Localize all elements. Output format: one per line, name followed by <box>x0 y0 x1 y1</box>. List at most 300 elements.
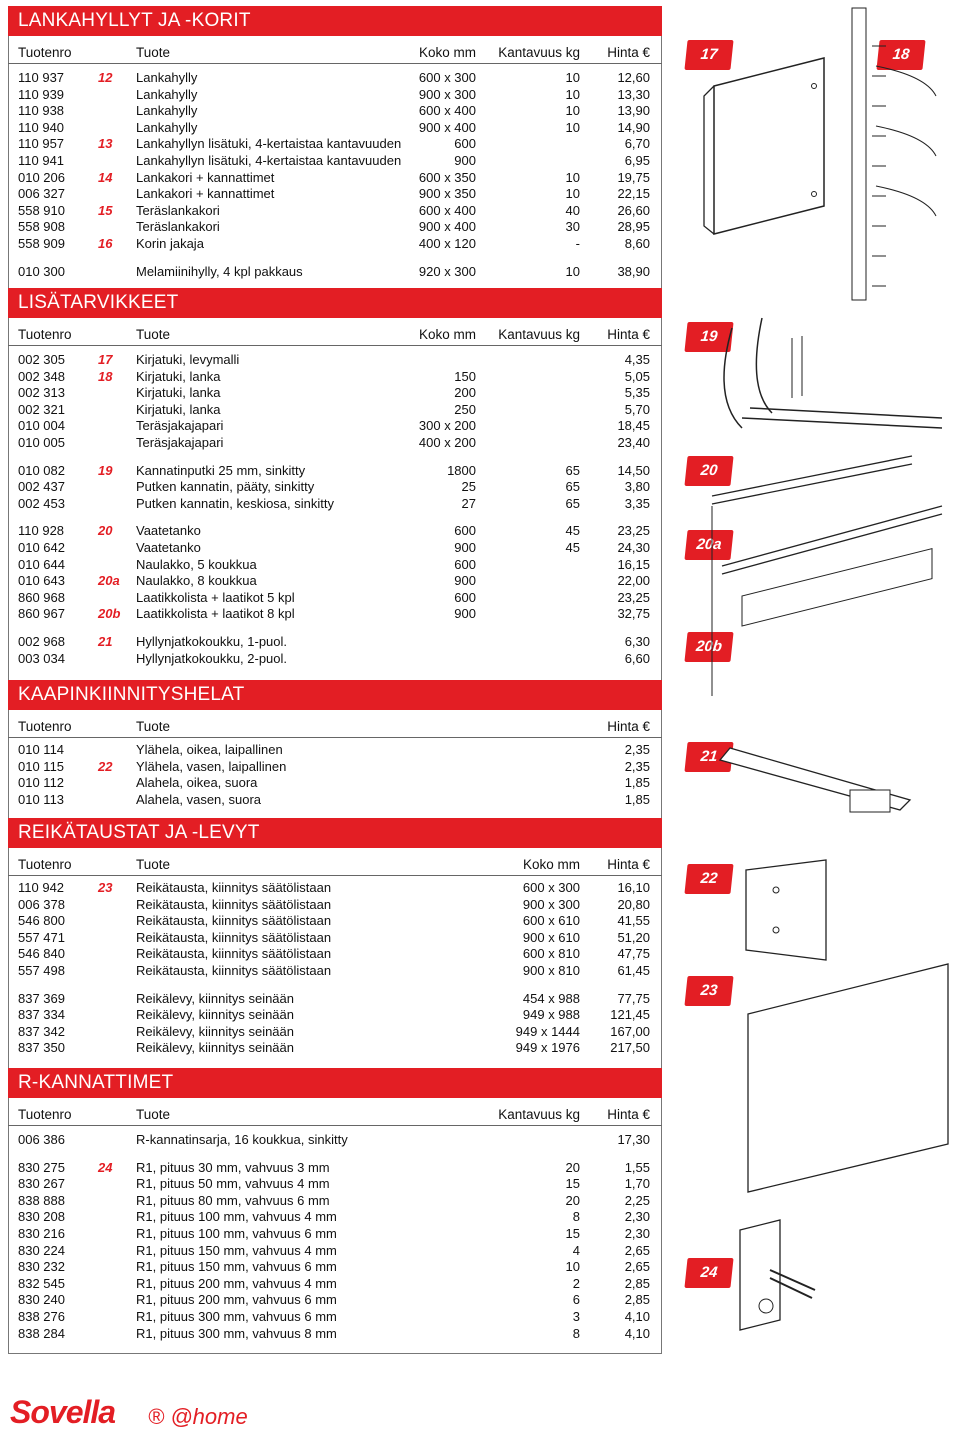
cell-h: 77,75 <box>617 990 650 1006</box>
item-badge: 23 <box>684 976 733 1006</box>
pegboard-illustration <box>748 964 958 1194</box>
cell-c3: Reikätausta, kiinnitys säätölistaan <box>136 929 332 945</box>
cell-h: 6,30 <box>624 634 650 649</box>
cell-c3: Teräsjakajapari <box>136 418 224 434</box>
cell-kv: 4 <box>572 1242 580 1258</box>
cell-h: 2,85 <box>624 1292 650 1308</box>
cell-c1: 558 908 <box>18 219 65 235</box>
header-c3: Tuote <box>136 719 171 734</box>
cell-c3: R1, pituus 80 mm, vahvuus 6 mm <box>136 1192 330 1208</box>
cell-kv: 949 x 1976 <box>515 1040 580 1056</box>
cell-kv: 15 <box>565 1226 580 1241</box>
header-c1: Tuotenro <box>18 719 72 734</box>
cell-kv: 8 <box>572 1325 580 1341</box>
cell-h: 13,90 <box>617 103 650 119</box>
cell-h: 47,75 <box>617 946 650 962</box>
section-title: LISÄTARVIKKEET <box>8 288 662 318</box>
table-row <box>8 136 662 153</box>
header-h: Hinta € <box>607 1107 650 1122</box>
cell-kv: 900 x 810 <box>522 963 580 978</box>
cell-c3: Teräslankakori <box>136 219 220 235</box>
cell-c3: Ylähela, vasen, laipallinen <box>136 758 287 774</box>
header-c1: Tuotenro <box>18 327 72 342</box>
cell-h: 26,60 <box>617 202 650 218</box>
r-bracket-illustration <box>730 1220 830 1340</box>
cell-kv: 30 <box>565 219 580 235</box>
cell-h: 4,10 <box>624 1309 650 1324</box>
cell-kv: 45 <box>565 540 580 555</box>
table-row <box>8 186 662 203</box>
cell-c3: Reikätausta, kiinnitys säätölistaan <box>136 913 332 929</box>
cell-c1: 002 305 <box>18 352 65 367</box>
cell-c1: 010 114 <box>18 742 65 757</box>
cell-h: 61,45 <box>617 963 650 978</box>
table-row <box>8 479 662 496</box>
cell-kv: 10 <box>565 86 580 102</box>
cell-c1: 006 378 <box>18 896 65 912</box>
cell-c3: Lankakori + kannattimet <box>136 186 275 202</box>
header-c3: Tuote <box>136 327 171 342</box>
cell-h: 22,15 <box>617 186 650 202</box>
item-badge: 22 <box>684 864 733 894</box>
cell-h: 17,30 <box>617 1132 650 1147</box>
table-row <box>8 203 662 220</box>
cell-kv: 10 <box>565 263 580 279</box>
cell-c1: 010 206 <box>18 169 65 185</box>
header-c3: Tuote <box>136 45 171 60</box>
cell-h: 5,35 <box>624 385 650 401</box>
table-row <box>8 120 662 137</box>
cell-h: 24,30 <box>617 540 650 555</box>
table-header <box>8 1104 662 1126</box>
hanging-rail-illustration <box>702 308 952 448</box>
item-badge: 20a <box>684 530 733 560</box>
table-row <box>8 87 662 104</box>
table-row <box>8 153 662 170</box>
cell-h: 2,25 <box>624 1192 650 1208</box>
table-row <box>8 792 662 809</box>
table-row <box>8 1007 662 1024</box>
item-badge: 21 <box>684 742 733 772</box>
cell-k: 900 x 400 <box>418 119 476 135</box>
cell-c2: 20a <box>98 573 120 589</box>
table-row <box>8 236 662 253</box>
cell-c1: 010 642 <box>18 540 65 555</box>
cell-h: 4,35 <box>624 352 650 367</box>
cell-c1: 830 275 <box>18 1159 65 1175</box>
cell-c3: Putken kannatin, pääty, sinkitty <box>136 479 315 495</box>
cell-k: 900 <box>454 606 476 622</box>
table-row <box>8 897 662 914</box>
cell-c3: Alahela, vasen, suora <box>136 791 262 807</box>
cell-c3: Reikälevy, kiinnitys seinään <box>136 990 294 1006</box>
header-c1: Tuotenro <box>18 45 72 60</box>
cell-kv: 949 x 988 <box>522 1007 580 1023</box>
cell-h: 217,50 <box>610 1040 650 1056</box>
table-row <box>8 1160 662 1177</box>
cell-c3: R1, pituus 150 mm, vahvuus 6 mm <box>136 1259 337 1275</box>
table-row <box>8 1326 662 1343</box>
cabinet-hinge-illustration <box>736 860 856 970</box>
header-kv: Koko mm <box>522 857 580 872</box>
table-row <box>8 1276 662 1293</box>
cell-c1: 010 300 <box>18 263 65 279</box>
table-row <box>8 1193 662 1210</box>
cell-c1: 010 082 <box>18 462 65 478</box>
cell-c1: 838 276 <box>18 1309 65 1324</box>
cell-kv: 3 <box>572 1309 580 1324</box>
cell-kv: 454 x 988 <box>522 990 580 1006</box>
cell-h: 28,95 <box>617 219 650 235</box>
cell-c1: 837 334 <box>18 1007 65 1023</box>
cell-k: 200 <box>454 385 476 401</box>
table-row <box>8 264 662 281</box>
cell-h: 6,60 <box>624 650 650 666</box>
cell-h: 5,05 <box>624 368 650 384</box>
cell-c1: 110 942 <box>18 880 65 895</box>
cell-c2: 19 <box>98 462 113 478</box>
table-row <box>8 1292 662 1309</box>
table-row <box>8 1226 662 1243</box>
table-row <box>8 463 662 480</box>
cell-h: 23,25 <box>617 523 650 539</box>
item-badge: 20b <box>684 632 733 662</box>
table-row <box>8 385 662 402</box>
cell-h: 2,30 <box>624 1226 650 1241</box>
cell-c3: R-kannatinsarja, 16 koukkua, sinkitty <box>136 1132 348 1147</box>
header-c3: Tuote <box>136 857 171 872</box>
cell-c3: Naulakko, 5 koukkua <box>136 556 257 572</box>
cell-h: 19,75 <box>617 169 650 185</box>
cell-c1: 838 284 <box>18 1325 65 1341</box>
cell-c3: Hyllynjatkokoukku, 1-puol. <box>136 634 288 649</box>
table-row <box>8 930 662 947</box>
cell-c1: 010 115 <box>18 758 65 774</box>
cell-c1: 110 940 <box>18 119 65 135</box>
cell-c1: 830 267 <box>18 1176 65 1192</box>
cell-c1: 837 369 <box>18 990 65 1006</box>
cell-h: 6,70 <box>624 136 650 152</box>
cell-c1: 002 453 <box>18 495 65 511</box>
item-badge: 20 <box>684 456 733 486</box>
cell-c1: 830 232 <box>18 1259 65 1275</box>
cell-k: 400 x 200 <box>418 435 476 450</box>
cell-kv: 2 <box>572 1275 580 1291</box>
cell-c1: 110 937 <box>18 70 65 85</box>
cell-kv: 65 <box>565 462 580 478</box>
cell-c1: 002 321 <box>18 401 65 417</box>
table-row <box>8 1024 662 1041</box>
table-row <box>8 606 662 623</box>
cell-h: 2,30 <box>624 1209 650 1225</box>
section-title: R-KANNATTIMET <box>8 1068 662 1098</box>
cell-c3: Lankahylly <box>136 70 198 85</box>
cell-c3: Kirjatuki, levymalli <box>136 352 240 367</box>
cell-kv: 40 <box>565 202 580 218</box>
cell-c3: Laatikkolista + laatikot 5 kpl <box>136 589 295 605</box>
cell-h: 2,65 <box>624 1242 650 1258</box>
cell-h: 23,25 <box>617 589 650 605</box>
cell-c2: 20 <box>98 523 113 539</box>
cell-c1: 110 957 <box>18 136 65 152</box>
table-row <box>8 540 662 557</box>
cell-k: 27 <box>461 495 476 511</box>
cell-k: 900 x 350 <box>418 186 476 202</box>
cell-kv: 10 <box>565 103 580 119</box>
cell-h: 8,60 <box>624 236 650 251</box>
cell-c3: R1, pituus 100 mm, vahvuus 4 mm <box>136 1209 337 1225</box>
cell-k: 150 <box>454 368 476 384</box>
cell-c3: Korin jakaja <box>136 236 204 251</box>
cell-c3: Lankahylly <box>136 103 198 119</box>
cell-k: 900 x 300 <box>418 86 476 102</box>
cell-k: 600 x 400 <box>418 202 476 218</box>
table-row <box>8 1132 662 1149</box>
cell-c3: Reikälevy, kiinnitys seinään <box>136 1007 294 1023</box>
cell-kv: 65 <box>565 479 580 495</box>
table-row <box>8 880 662 897</box>
cell-c2: 17 <box>98 352 113 367</box>
cell-kv: 8 <box>572 1209 580 1225</box>
cell-c2: 21 <box>98 634 113 649</box>
cell-c3: Reikätausta, kiinnitys säätölistaan <box>136 946 332 962</box>
cell-kv: 10 <box>565 70 580 85</box>
section-title: REIKÄTAUSTAT JA -LEVYT <box>8 818 662 848</box>
cell-c1: 010 004 <box>18 418 65 434</box>
cell-c2: 12 <box>98 70 113 85</box>
cell-k: 900 <box>454 153 476 168</box>
cell-c1: 830 240 <box>18 1292 65 1308</box>
cell-c2: 20b <box>98 606 121 622</box>
cell-c3: Teräsjakajapari <box>136 435 224 450</box>
section-title: LANKAHYLLYT JA -KORIT <box>8 6 662 36</box>
cell-k: 600 <box>454 523 476 539</box>
cell-h: 1,85 <box>624 791 650 807</box>
table-row <box>8 1259 662 1276</box>
cell-c1: 110 939 <box>18 86 65 102</box>
cell-k: 600 <box>454 136 476 152</box>
cell-kv: 10 <box>565 1259 580 1275</box>
cell-c1: 010 643 <box>18 573 65 589</box>
cell-h: 20,80 <box>617 896 650 912</box>
table-header <box>8 716 662 738</box>
header-h: Hinta € <box>607 719 650 734</box>
wire-bookend-illustration <box>846 6 946 306</box>
cell-h: 121,45 <box>610 1007 650 1023</box>
cell-c3: Ylähela, oikea, laipallinen <box>136 742 283 757</box>
home-logo: ® @home <box>148 1404 248 1429</box>
cell-c1: 002 313 <box>18 385 65 401</box>
cell-kv: 45 <box>565 523 580 539</box>
cell-h: 12,60 <box>617 70 650 85</box>
cell-c3: Putken kannatin, keskiosa, sinkitty <box>136 495 334 511</box>
cell-c1: 546 800 <box>18 913 65 929</box>
cell-c1: 002 968 <box>18 634 65 649</box>
cell-kv: 20 <box>565 1159 580 1175</box>
table-row <box>8 759 662 776</box>
header-k: Koko mm <box>418 45 476 60</box>
cell-c1: 860 967 <box>18 606 65 622</box>
cell-c3: R1, pituus 150 mm, vahvuus 4 mm <box>136 1242 337 1258</box>
table-row <box>8 418 662 435</box>
cell-h: 23,40 <box>617 435 650 450</box>
item-badge: 19 <box>684 322 733 352</box>
table-row <box>8 70 662 87</box>
table-row <box>8 946 662 963</box>
cell-kv: 15 <box>565 1176 580 1192</box>
cell-c3: Vaatetanko <box>136 523 201 539</box>
item-badge: 24 <box>684 1258 733 1288</box>
table-row <box>8 219 662 236</box>
cell-h: 38,90 <box>617 263 650 279</box>
cell-c3: Vaatetanko <box>136 540 201 555</box>
cell-c3: Kannatinputki 25 mm, sinkitty <box>136 462 306 478</box>
cell-c3: Naulakko, 8 koukkua <box>136 573 257 589</box>
table-row <box>8 369 662 386</box>
table-header <box>8 324 662 346</box>
header-c1: Tuotenro <box>18 857 72 872</box>
cell-h: 14,50 <box>617 462 650 478</box>
cell-c3: R1, pituus 200 mm, vahvuus 4 mm <box>136 1275 337 1291</box>
table-row <box>8 991 662 1008</box>
cell-c1: 110 938 <box>18 103 65 119</box>
table-row <box>8 590 662 607</box>
cell-c1: 830 224 <box>18 1242 65 1258</box>
coat-rack-illustration <box>702 456 952 696</box>
header-c3: Tuote <box>136 1107 171 1122</box>
cell-c3: Reikälevy, kiinnitys seinään <box>136 1023 294 1039</box>
cell-c3: Kirjatuki, lanka <box>136 385 221 401</box>
cell-c1: 838 888 <box>18 1192 65 1208</box>
cell-c2: 16 <box>98 236 113 251</box>
cell-h: 1,55 <box>624 1159 650 1175</box>
cell-c1: 837 350 <box>18 1040 65 1056</box>
cell-c1: 010 112 <box>18 775 65 791</box>
bookend-plate-illustration <box>694 56 844 236</box>
cell-kv: 900 x 610 <box>522 929 580 945</box>
cell-h: 16,10 <box>617 880 650 895</box>
cell-c3: R1, pituus 50 mm, vahvuus 4 mm <box>136 1176 330 1192</box>
table-row <box>8 913 662 930</box>
cell-c3: Reikätausta, kiinnitys säätölistaan <box>136 963 332 978</box>
cell-c1: 546 840 <box>18 946 65 962</box>
cell-c2: 24 <box>98 1159 113 1175</box>
cell-c3: Laatikkolista + laatikot 8 kpl <box>136 606 295 622</box>
cell-h: 1,70 <box>624 1176 650 1192</box>
shelf-extension-hook-illustration <box>720 740 940 840</box>
cell-h: 1,85 <box>624 775 650 791</box>
cell-h: 3,80 <box>624 479 650 495</box>
table-row <box>8 523 662 540</box>
cell-c3: R1, pituus 30 mm, vahvuus 3 mm <box>136 1159 330 1175</box>
cell-h: 2,65 <box>624 1259 650 1275</box>
cell-h: 22,00 <box>617 573 650 589</box>
cell-c3: Reikätausta, kiinnitys säätölistaan <box>136 880 332 895</box>
item-badge: 18 <box>876 40 925 70</box>
cell-kv: 600 x 810 <box>522 946 580 962</box>
table-row <box>8 352 662 369</box>
cell-c1: 010 005 <box>18 435 65 450</box>
cell-c3: Lankahyllyn lisätuki, 4-kertaistaa kantavuuden <box>136 153 402 168</box>
cell-c3: Teräslankakori <box>136 202 220 218</box>
table-header <box>8 854 662 876</box>
cell-c3: Alahela, oikea, suora <box>136 775 258 791</box>
cell-k: 600 <box>454 589 476 605</box>
cell-k: 600 x 350 <box>418 169 476 185</box>
cell-k: 25 <box>461 479 476 495</box>
cell-c3: R1, pituus 100 mm, vahvuus 6 mm <box>136 1226 337 1241</box>
table-row <box>8 496 662 513</box>
cell-c1: 830 208 <box>18 1209 65 1225</box>
cell-c3: Lankahylly <box>136 119 198 135</box>
header-kv: Kantavuus kg <box>498 1107 580 1122</box>
cell-h: 14,90 <box>617 119 650 135</box>
header-c1: Tuotenro <box>18 1107 72 1122</box>
table-row <box>8 557 662 574</box>
sovella-logo: Sovella <box>10 1394 116 1430</box>
header-h: Hinta € <box>607 45 650 60</box>
table-row <box>8 1243 662 1260</box>
cell-kv: 600 x 610 <box>522 913 580 929</box>
header-h: Hinta € <box>607 327 650 342</box>
cell-c3: Lankakori + kannattimet <box>136 169 275 185</box>
cell-k: 600 x 400 <box>418 103 476 119</box>
cell-c1: 002 437 <box>18 479 65 495</box>
table-row <box>8 742 662 759</box>
cell-k: 920 x 300 <box>418 263 476 279</box>
cell-kv: 949 x 1444 <box>515 1023 580 1039</box>
cell-c2: 18 <box>98 368 113 384</box>
cell-kv: 10 <box>565 169 580 185</box>
cell-c1: 006 386 <box>18 1132 65 1147</box>
cell-h: 2,35 <box>624 758 650 774</box>
table-row <box>8 435 662 452</box>
table-row <box>8 402 662 419</box>
cell-c2: 23 <box>98 880 113 895</box>
header-h: Hinta € <box>607 857 650 872</box>
cell-c1: 006 327 <box>18 186 65 202</box>
cell-h: 13,30 <box>617 86 650 102</box>
cell-c3: Lankahylly <box>136 86 198 102</box>
cell-k: 300 x 200 <box>418 418 476 434</box>
cell-h: 167,00 <box>610 1023 650 1039</box>
cell-c3: R1, pituus 300 mm, vahvuus 6 mm <box>136 1309 337 1324</box>
cell-h: 51,20 <box>617 929 650 945</box>
cell-c3: Kirjatuki, lanka <box>136 401 221 417</box>
section-title: KAAPINKIINNITYSHELAT <box>8 680 662 710</box>
cell-c1: 003 034 <box>18 650 65 666</box>
cell-c1: 557 498 <box>18 963 65 978</box>
cell-k: 600 <box>454 556 476 572</box>
item-badge: 17 <box>684 40 733 70</box>
table-row <box>8 775 662 792</box>
cell-c3: Kirjatuki, lanka <box>136 368 221 384</box>
cell-kv: 10 <box>565 119 580 135</box>
cell-kv: - <box>575 236 580 251</box>
table-row <box>8 651 662 668</box>
cell-c3: Reikätausta, kiinnitys säätölistaan <box>136 896 332 912</box>
cell-c3: R1, pituus 200 mm, vahvuus 6 mm <box>136 1292 337 1308</box>
table-row <box>8 170 662 187</box>
cell-c1: 558 910 <box>18 202 65 218</box>
table-row <box>8 573 662 590</box>
cell-kv: 6 <box>572 1292 580 1308</box>
cell-h: 16,15 <box>617 556 650 572</box>
table-row <box>8 634 662 651</box>
cell-c1: 002 348 <box>18 368 65 384</box>
cell-c2: 13 <box>98 136 113 152</box>
cell-kv: 65 <box>565 495 580 511</box>
